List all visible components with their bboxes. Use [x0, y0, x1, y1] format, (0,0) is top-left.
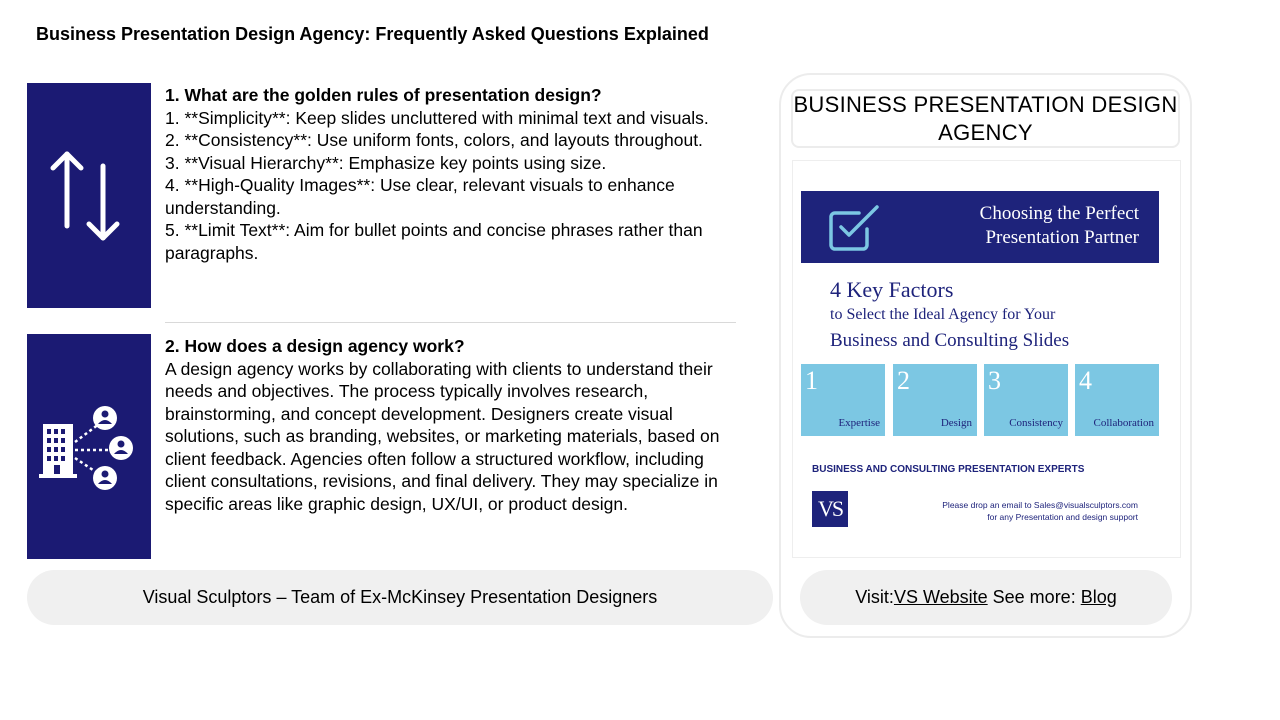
factor-label: Consistency: [1009, 417, 1063, 429]
preview-image[interactable]: [792, 160, 1181, 558]
factor-tile: [893, 364, 977, 436]
faq-answer: 1. **Simplicity**: Keep slides uncluttered with minimal text and visuals. 2. **Consistency**: Use uniform fonts, colors, and layouts throughout. 3. **Visual Hierarchy**: Emphasize key points using size. 4. **High-Quality Images**: Use clear, relevant visuals to enhance understanding. 5. **Limit Text**: Aim for bullet points and concise phrases rather than paragraphs.: [165, 107, 709, 263]
faq-question: 2. How does a design agency work?: [165, 336, 465, 356]
key-factors-title: 4 Key Factors: [830, 277, 954, 302]
factor-number: 1: [805, 366, 818, 395]
checkbox-icon: [827, 203, 883, 253]
tagline-pill: [27, 570, 773, 625]
factor-number: 2: [897, 366, 910, 395]
visit-label: Visit:: [855, 587, 894, 607]
faq-answer: A design agency works by collaborating with clients to understand their needs and objectives. The process typically involves research, brainstorming, and concept development. Designers create visual solutions, such as branding, websites, or marketing materials, based on client feedback. Agencies often follow a structured workflow, including client consultations, revisions, and final delivery. They may specialize in specific areas like graphic design, UX/UI, or product design.: [165, 358, 720, 514]
faq-icon-panel: [27, 334, 151, 559]
key-factors-subtitle: to Select the Ideal Agency for Your: [830, 306, 1056, 323]
factor-tile: [984, 364, 1068, 436]
page-title: Business Presentation Design Agency: Frequently Asked Questions Explained: [36, 24, 709, 44]
faq-question: 1. What are the golden rules of presentation design?: [165, 85, 602, 105]
see-more-label: See more:: [987, 587, 1081, 607]
preview-banner: [801, 191, 1159, 263]
factor-number: 3: [988, 366, 1001, 395]
factor-label: Design: [940, 417, 972, 429]
factor-label: Collaboration: [1093, 417, 1154, 429]
website-link[interactable]: VS Website: [893, 587, 988, 607]
agency-title: BUSINESS PRESENTATION DESIGN AGENCY: [791, 89, 1180, 148]
contact-text: [942, 499, 1138, 523]
factor-number: 4: [1079, 366, 1092, 395]
faq-item: [165, 335, 740, 515]
up-down-arrows-icon: [49, 146, 129, 246]
vs-logo: VS: [812, 491, 848, 527]
building-network-icon: [39, 402, 139, 492]
contact-line: for any Presentation and design support: [987, 512, 1138, 522]
factor-tile: [1075, 364, 1159, 436]
contact-line: Please drop an email to Sales@visualsculptors.com: [942, 500, 1138, 510]
links-pill: [800, 570, 1172, 625]
banner-text: [980, 202, 1139, 250]
experts-heading: BUSINESS AND CONSULTING PRESENTATION EXPERTS: [812, 464, 1085, 475]
divider: [165, 322, 736, 323]
factor-tile: [801, 364, 885, 436]
blog-link[interactable]: Blog: [1080, 587, 1117, 607]
tagline-text: Visual Sculptors – Team of Ex-McKinsey Presentation Designers: [142, 587, 658, 607]
key-factors-subtitle: Business and Consulting Slides: [830, 330, 1070, 351]
banner-line: Presentation Partner: [985, 227, 1139, 248]
banner-line: Choosing the Perfect: [979, 203, 1139, 224]
factor-label: Expertise: [838, 417, 880, 429]
faq-icon-panel: [27, 83, 151, 308]
faq-item: [165, 84, 740, 264]
